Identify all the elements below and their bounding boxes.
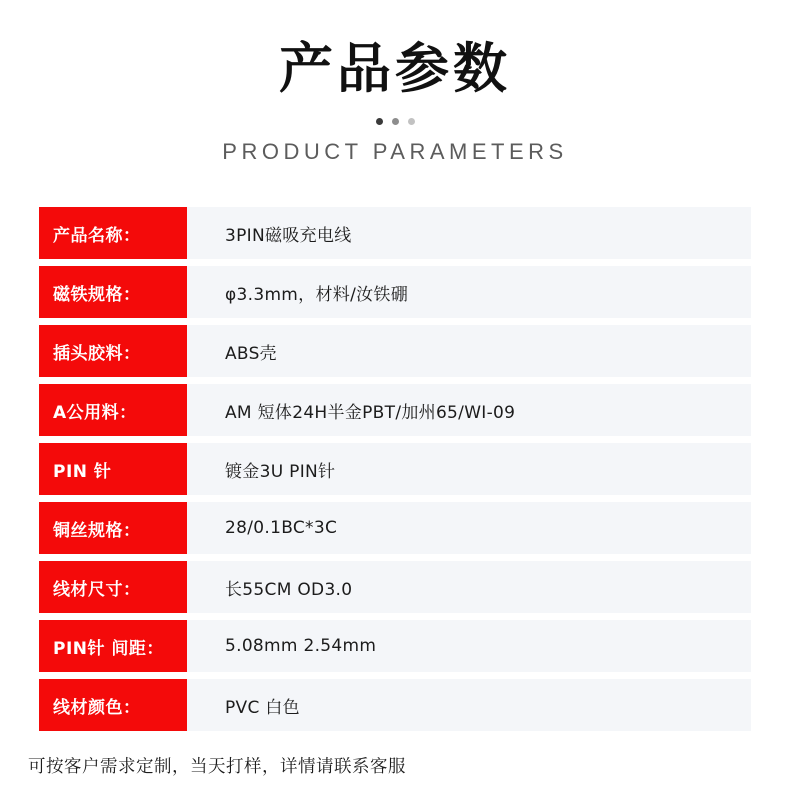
table-row (39, 207, 751, 259)
row-label: 插头胶料： (39, 325, 187, 377)
parameters-table (39, 207, 751, 731)
table-row (39, 325, 751, 377)
table-row (39, 266, 751, 318)
row-label: A公用料： (39, 384, 187, 436)
table-row (39, 384, 751, 436)
row-label: 产品名称： (39, 207, 187, 259)
footer-note: 可按客户需求定制，当天打样，详情请联系客服 (28, 757, 406, 778)
table-row (39, 561, 751, 613)
row-value: 5.08mm 2.54mm (225, 636, 377, 657)
row-label: 线材颜色： (39, 679, 187, 731)
decorative-dots (0, 118, 790, 125)
row-value: 28/0.1BC*3C (225, 518, 338, 539)
table-row (39, 620, 751, 672)
row-value: AM 短体24H半金PBT/加州65/WI-09 (225, 402, 516, 423)
dot-icon (376, 118, 383, 125)
table-row (39, 679, 751, 731)
dot-icon (408, 118, 415, 125)
dot-icon (392, 118, 399, 125)
row-value: 3PIN磁吸充电线 (225, 225, 352, 246)
row-value: PVC 白色 (225, 697, 300, 718)
row-label: 磁铁规格： (39, 266, 187, 318)
row-label: 线材尺寸： (39, 561, 187, 613)
table-row (39, 443, 751, 495)
row-value: ABS壳 (225, 343, 277, 364)
table-row (39, 502, 751, 554)
row-label: PIN针 间距： (39, 620, 187, 672)
row-value: φ3.3mm，材料/汝铁硼 (225, 284, 408, 305)
page-subtitle: PRODUCT PARAMETERS (222, 139, 568, 165)
page-header (0, 0, 790, 165)
row-label: 铜丝规格： (39, 502, 187, 554)
page-title: 产品参数 (279, 37, 511, 100)
row-value: 长55CM OD3.0 (225, 579, 353, 600)
row-value: 镀金3U PIN针 (225, 461, 336, 482)
row-label: PIN 针 (39, 443, 187, 495)
